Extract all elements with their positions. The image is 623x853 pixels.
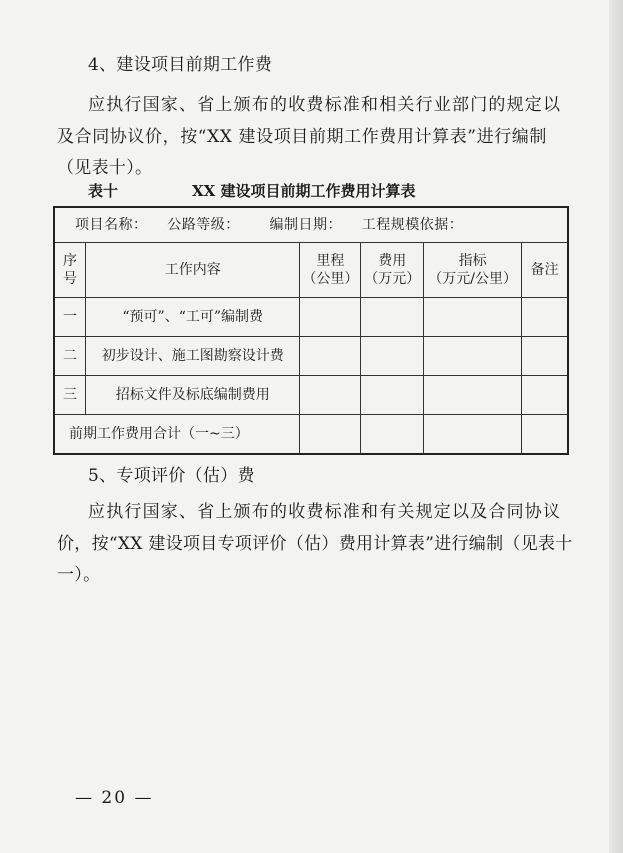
table-header-row xyxy=(54,243,568,298)
section-5-paragraph-line-2: 价，按“XX 建设项目专项评价（估）费用计算表”进行编制（见表十 xyxy=(57,534,573,554)
row-note xyxy=(522,376,568,415)
row-distance xyxy=(300,298,361,337)
section-4-paragraph-line-3: （见表十）。 xyxy=(57,158,153,178)
total-label: 前期工作费用合计（一~三） xyxy=(54,415,300,455)
row-seq: 二 xyxy=(54,337,85,376)
table-row xyxy=(54,337,568,376)
row-cost xyxy=(361,376,424,415)
row-seq: 三 xyxy=(54,376,85,415)
section-4-paragraph-line-2: 及合同协议价，按“XX 建设项目前期工作费用计算表”进行编制 xyxy=(57,127,547,147)
section-4-heading: 4、建设项目前期工作费 xyxy=(88,55,273,75)
table-row xyxy=(54,298,568,337)
row-distance xyxy=(300,376,361,415)
row-indicator xyxy=(424,376,522,415)
row-indicator xyxy=(424,337,522,376)
row-indicator xyxy=(424,298,522,337)
row-note xyxy=(522,337,568,376)
row-note xyxy=(522,298,568,337)
row-work: 初步设计、施工图勘察设计费 xyxy=(85,337,300,376)
section-4-paragraph-line-1: 应执行国家、省上颁布的收费标准和相关行业部门的规定以 xyxy=(88,95,562,115)
row-seq: 一 xyxy=(54,298,85,337)
table-10-number: 表十 xyxy=(88,182,119,200)
total-indicator xyxy=(424,415,522,455)
table-info-row xyxy=(54,207,568,243)
section-5-heading: 5、专项评价（估）费 xyxy=(88,466,255,486)
page-edge-shadow xyxy=(609,0,623,853)
total-note xyxy=(522,415,568,455)
table-total-row xyxy=(54,415,568,455)
header-indicator: 指标 （万元/公里） xyxy=(424,243,522,298)
total-cost xyxy=(361,415,424,455)
header-seq: 序 号 xyxy=(54,243,85,298)
table-10-title: XX 建设项目前期工作费用计算表 xyxy=(192,182,416,200)
row-cost xyxy=(361,298,424,337)
table-info-cell: 项目名称： 公路等级： 编制日期： 工程规模依据： xyxy=(54,207,568,243)
preliminary-work-cost-table xyxy=(53,206,569,455)
header-distance: 里程 （公里） xyxy=(300,243,361,298)
table-row xyxy=(54,376,568,415)
header-cost: 费用 （万元） xyxy=(361,243,424,298)
row-work: 招标文件及标底编制费用 xyxy=(85,376,300,415)
section-5-paragraph-line-1: 应执行国家、省上颁布的收费标准和有关规定以及合同协议 xyxy=(88,502,562,522)
header-note: 备注 xyxy=(522,243,568,298)
section-5-paragraph-line-3: 一）。 xyxy=(57,565,101,585)
header-work-content: 工作内容 xyxy=(85,243,300,298)
row-cost xyxy=(361,337,424,376)
row-distance xyxy=(300,337,361,376)
total-distance xyxy=(300,415,361,455)
row-work: “预可”、“工可”编制费 xyxy=(85,298,300,337)
page-number: — 20 — xyxy=(75,788,154,808)
